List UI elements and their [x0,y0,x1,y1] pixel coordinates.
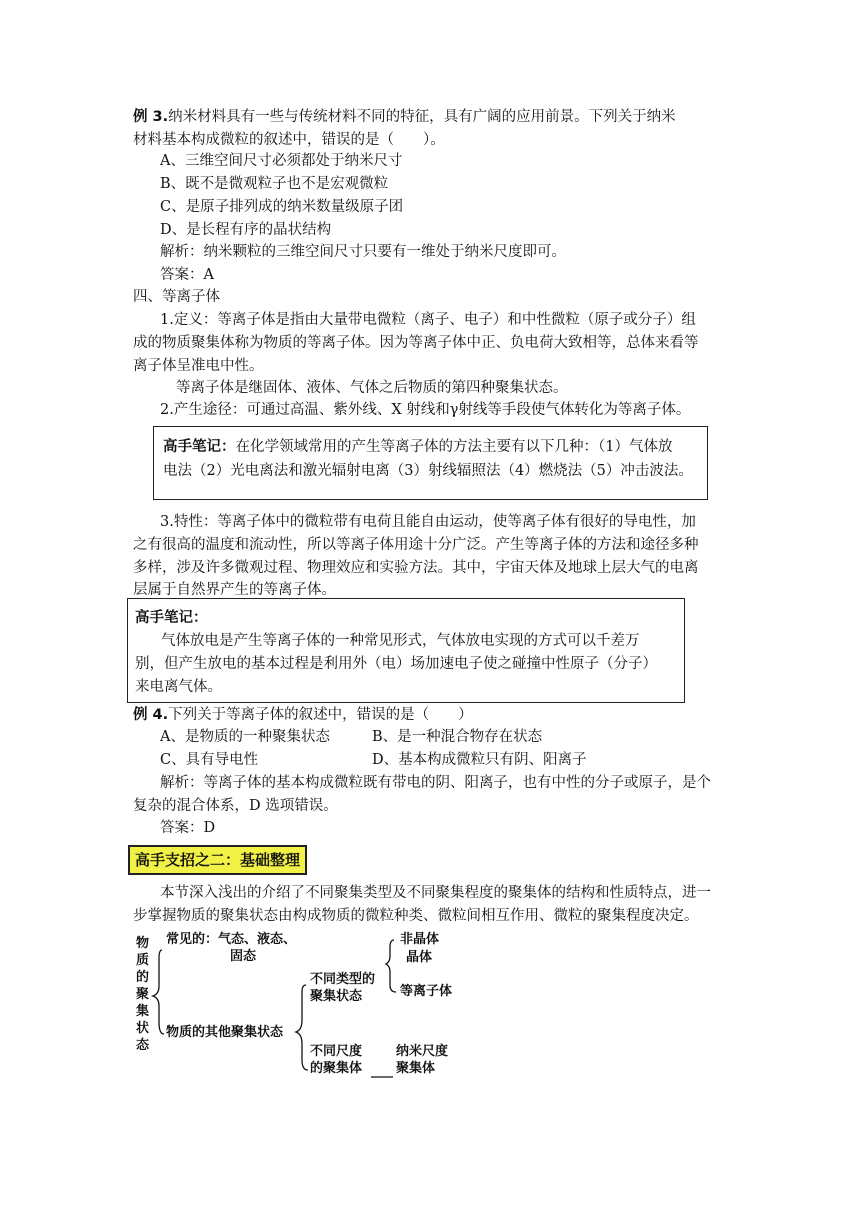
example3-answer: 答案：A [160,267,214,283]
example4-stem: 例 4.下列关于等离子体的叙述中，错误的是（ ） [133,707,473,723]
diagram-common-states-2: 固态 [230,949,257,964]
diagram-root: 物 质 的 聚 集 状 态 [136,936,150,1053]
definition-line2: 成的物质聚集体称为物质的等离子体。因为等离子体中正、负电荷大致相等，总体来看等 [133,335,699,351]
definition-line4: 等离子体是继固体、液体、气体之后物质的第四种聚集状态。 [176,380,568,396]
diagram-common-states: 常见的：气态、液态、 [166,932,297,947]
example3-option-d: D、是长程有序的晶状结构 [160,222,332,238]
diagram-different-types: 不同类型的 [310,972,376,987]
production-route: 2.产生途径：可通过高温、紫外线、X 射线和γ射线等手段使气体转化为等离子体。 [160,402,691,418]
example4-label: 例 4. [133,707,169,723]
example4-option-c: C、具有导电性 [160,752,259,768]
diagram-plasma: 等离子体 [400,984,453,999]
example3-option-c: C、是原子排列成的纳米数量级原子团 [160,199,404,215]
summary-line2: 步掌握物质的聚集状态由构成物质的微粒种类、微粒间相互作用、微粒的聚集程度决定。 [133,908,699,924]
property-line2: 之有很高的温度和流动性，所以等离子体用途十分广泛。产生等离子体的方法和途径多种 [133,537,699,553]
section-heading: 高手支招之二：基础整理 [128,845,307,875]
diagram-nano: 纳米尺度 [396,1044,449,1059]
diagram-crystal: 晶体 [406,950,433,965]
example4-option-a: A、是物质的一种聚集状态 [160,729,330,745]
example3-line1: 例 3.纳米材料具有一些与传统材料不同的特征，具有广阔的应用前景。下列关于纳米 [133,109,676,125]
diagram-different-types-2: 聚集状态 [310,989,363,1004]
expert-note-text: 在化学领域常用的产生等离子体的方法主要有以下几种：（1）气体放 [235,439,673,455]
diagram-nano-2: 聚集体 [396,1061,436,1076]
example4-analysis-line1: 解析：等离子体的基本构成微粒既有带电的阴、阳离子，也有中性的分子或原子，是个 [160,775,711,791]
expert-note-label: 高手笔记： [135,610,208,626]
diagram-other-states: 物质的其他聚集状态 [166,1025,284,1040]
expert-note-text: 来电离气体。 [135,679,222,695]
example4-option-b: B、是一种混合物存在状态 [372,729,543,745]
property-line1: 3.特性：等离子体中的微粒带有电荷且能自由运动，使等离子体有很好的导电性，加 [160,514,696,530]
example4-answer: 答案：D [160,820,216,836]
example4-option-d: D、基本构成微粒只有阴、阳离子 [372,752,587,768]
expert-note-box-1 [153,426,708,500]
expert-note-text: 别，但产生放电的基本过程是利用外（电）场加速电子使之碰撞中性原子（分子） [135,656,657,672]
definition-line1: 1.定义：等离子体是指由大量带电微粒（离子、电子）和中性微粒（原子或分子）组 [160,312,696,328]
diagram-amorphous: 非晶体 [400,932,440,947]
expert-note-label: 高手笔记： [163,439,236,455]
diagram-different-sizes-2: 的聚集体 [310,1061,363,1076]
section4-title: 四、等离子体 [133,289,220,305]
expert-note-box-2 [127,598,685,703]
summary-line1: 本节深入浅出的介绍了不同聚集类型及不同聚集程度的聚集体的结构和性质特点，进一 [160,885,711,901]
property-line4: 层属于自然界产生的等离子体。 [133,582,336,598]
example4-analysis-line2: 复杂的混合体系，D 选项错误。 [133,798,338,814]
example3-label: 例 3. [133,109,169,125]
example3-line2: 材料基本构成微粒的叙述中，错误的是（ ）。 [133,132,445,148]
expert-note-text: 气体放电是产生等离子体的一种常见形式，气体放电实现的方式可以千差万 [161,633,640,649]
example3-analysis: 解析：纳米颗粒的三维空间尺寸只要有一维处于纳米尺度即可。 [160,244,566,260]
property-line3: 多样，涉及许多微观过程、物理效应和实验方法。其中，宇宙天体及地球上层大气的电离 [133,560,699,576]
expert-note-text: 电法（2）光电离法和激光辐射电离（3）射线辐照法（4）燃烧法（5）冲击波法。 [163,463,693,479]
concept-diagram [128,930,488,1090]
definition-line3: 离子体呈准电中性。 [133,358,264,374]
diagram-different-sizes: 不同尺度 [310,1044,363,1059]
example3-option-a: A、三维空间尺寸必须都处于纳米尺寸 [160,153,403,169]
example3-option-b: B、既不是微观粒子也不是宏观微粒 [160,176,389,192]
